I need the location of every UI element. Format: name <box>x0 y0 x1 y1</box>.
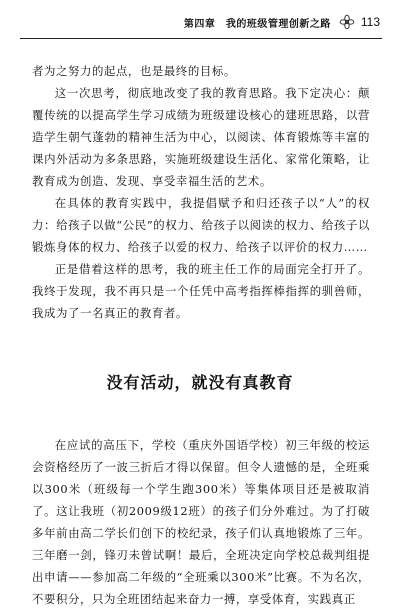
upper-text-block <box>32 60 370 324</box>
paragraph: 在具体的教育实践中，我提倡赋予和归还孩子以“人”的权力：给孩子以做“公民”的权力、给孩子以阅读的权力、给孩子以锻炼身体的权力、给孩子以爱的权力、给孩子以评价的权力…… <box>32 196 370 254</box>
paragraph: 正是借着这样的思考，我的班主任工作的局面完全打开了。我终于发现，我不再只是一个任凭中高考指挥棒指挥的驯兽师，我成为了一名真正的教育者。 <box>32 262 370 320</box>
section-heading: 没有活动，就没有真教育 <box>106 373 294 392</box>
header-rule <box>20 38 382 39</box>
chapter-title: 第四章 我的班级管理创新之路 <box>183 18 331 30</box>
page-number: 113 <box>360 15 380 29</box>
paragraph: 这一次思考，彻底地改变了我的教育思路。我下定决心：颠覆传统的以提高学生学习成绩为班级建设核心的建班思路，以营造学生朝气蓬勃的精神生活为中心，以阅读、体育锻炼等丰富的课内外活动为多条思路，实施班级建设生活化、家常化策略，让教育成为创造、发现、享受幸福生活的艺术。 <box>32 86 370 188</box>
running-header <box>180 8 380 36</box>
lower-text-block <box>32 434 370 610</box>
flower-ornament-icon <box>339 14 355 30</box>
paragraph: 在应试的高压下，学校（重庆外国语学校）初三年级的校运会资格经历了一波三折后才得以保留。但令人遗憾的是，全班乘以300米（班级每一个学生跑300米）等集体项目还是被取消了。这让我班（初2009级12班）的孩子们分外难过。为了打破多年前由高二学长们创下的校纪录，孩子们认真地锻炼了三年。三年磨一剑，锋刃未曾试啊！最后，全班决定向学校总裁判组提出申请——参加高二年级的“全班乘以300米”比赛。不为名次，不要积分，只为全班团结起来奋力一搏，享受体育，实践真正 <box>32 438 370 606</box>
paragraph: 者为之努力的起点，也是最终的目标。 <box>32 64 236 78</box>
